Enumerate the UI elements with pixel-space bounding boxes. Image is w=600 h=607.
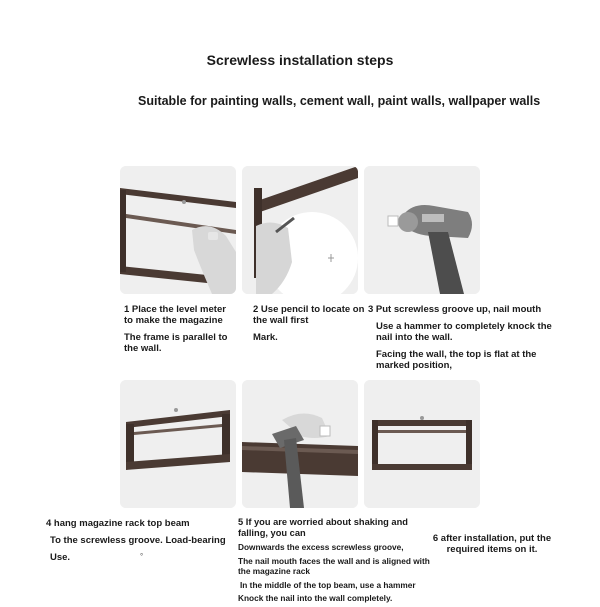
step-4-photo — [120, 380, 236, 508]
step-3-caption — [368, 304, 560, 377]
step-1-line-2: The frame is parallel to the wall. — [124, 332, 228, 354]
step-6-caption — [428, 533, 556, 561]
step-6-line-1: 6 after installation, put the required items on it. — [432, 533, 552, 555]
step-1-line-1: 1 Place the level meter to make the magazine — [124, 304, 226, 326]
step-2-line-1: 2 Use pencil to locate on the wall first — [253, 304, 365, 326]
step-5-line-4: In the middle of the top beam, use a hammer — [240, 579, 416, 590]
step-1-photo — [120, 166, 236, 294]
step-5-line-3: The nail mouth faces the wall and is aligned with the magazine rack — [238, 555, 430, 576]
page-title: Screwless installation steps — [206, 52, 394, 68]
step-4-line-2: To the screwless groove. Load-bearing — [50, 535, 226, 546]
step-6-photo — [364, 380, 480, 508]
step-5-line-2: Downwards the excess screwless groove, — [238, 542, 404, 552]
step-2-caption — [253, 304, 365, 349]
step-1-caption — [124, 304, 236, 360]
step-5-photo — [242, 380, 358, 508]
step-2-photo — [242, 166, 358, 294]
step-4-caption — [46, 518, 226, 569]
page-subtitle: Suitable for painting walls, cement wall, paint walls, wallpaper walls — [138, 94, 541, 108]
step-5-line-1: 5 If you are worried about shaking and falling, you can — [238, 517, 408, 538]
step-2-line-2: Mark. — [253, 332, 278, 343]
step-3-line-1: 3 Put screwless groove up, nail mouth — [368, 304, 542, 315]
step-4-line-1: 4 hang magazine rack top beam — [46, 518, 190, 529]
step-5-caption — [238, 517, 434, 607]
step-4-line-3: Use. — [50, 552, 71, 563]
step-3-photo — [364, 166, 480, 294]
step-3-line-3: Facing the wall, the top is flat at the marked position, — [376, 349, 537, 371]
degree-mark: ° — [140, 552, 144, 561]
step-5-line-5: Knock the nail into the wall completely. — [238, 593, 393, 603]
step-3-line-2: Use a hammer to completely knock the nail into the wall. — [376, 321, 552, 343]
